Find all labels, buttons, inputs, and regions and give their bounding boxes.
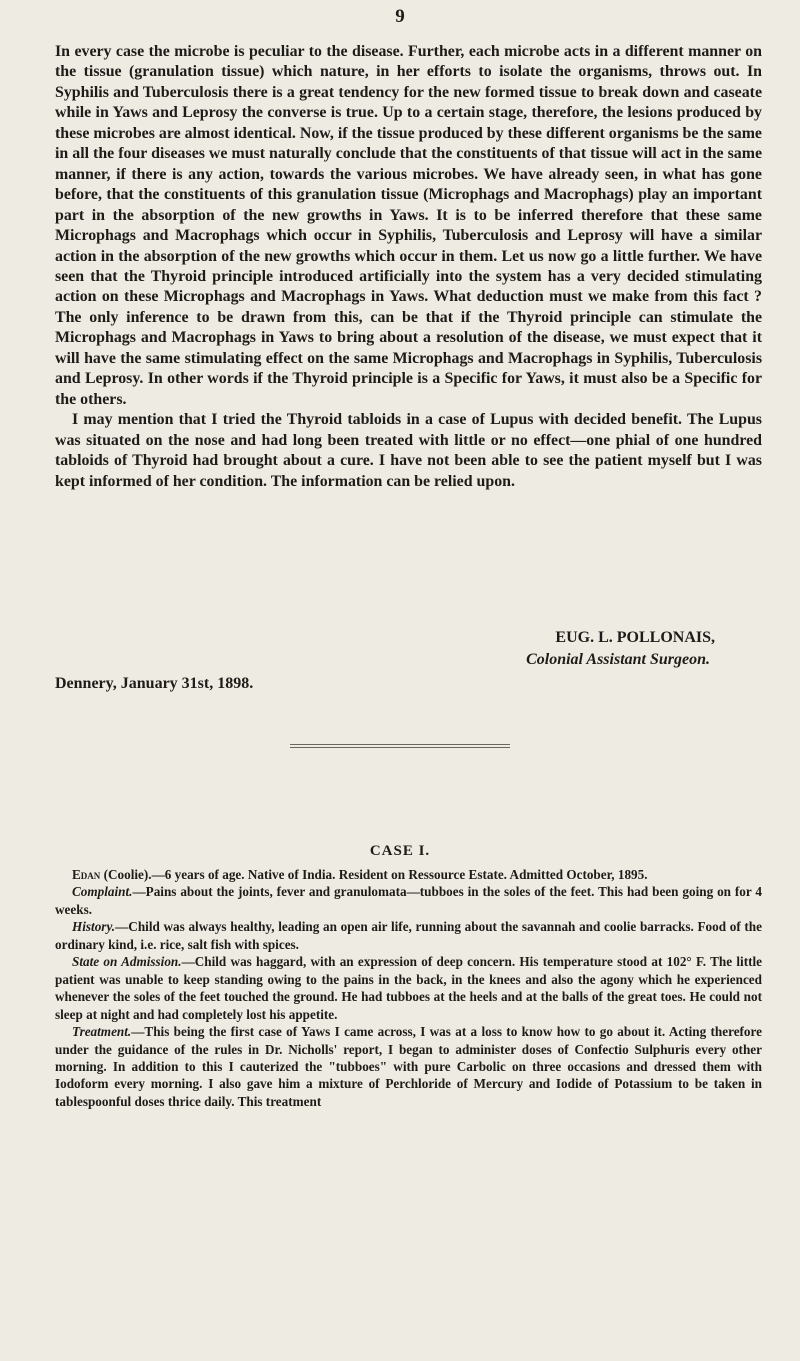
case-intro-text: (Coolie).—6 years of age. Native of India. Resident on Ressource Estate. Admitted October, 1895. xyxy=(100,867,648,882)
section-label: Complaint. xyxy=(72,884,133,900)
section-divider xyxy=(290,744,510,748)
case-heading: CASE I. xyxy=(369,843,431,859)
letter-paragraph-2: I may mention that I tried the Thyroid tabloids in a case of Lupus with decided benefit. The Lupus was situated on the nose and had long been treated with little or no effect—one phial of one hundred tabloids of Thyroid had brought about a cure. I have not been able to see the patient myself but I was kept informed of her condition. The information can be relied upon. xyxy=(55,411,762,490)
case-complaint xyxy=(55,883,762,918)
case-treatment xyxy=(55,1023,762,1110)
author-signature: EUG. L. POLLONAIS, xyxy=(555,629,715,646)
section-label: History. xyxy=(72,919,116,935)
case-report xyxy=(55,866,762,1110)
case-history xyxy=(55,918,762,953)
section-label: Treatment. xyxy=(72,1024,132,1040)
case-intro xyxy=(55,866,762,883)
section-text: —Pains about the joints, fever and granulomata—tubboes in the soles of the feet. This had been going on for 4 weeks. xyxy=(55,884,762,917)
section-label: State on Admission. xyxy=(72,954,182,970)
letter-body xyxy=(55,42,762,492)
case-state-on-admission xyxy=(55,953,762,1023)
section-text: —This being the first case of Yaws I came across, I was at a loss to know how to go about it. Acting therefore under the guidance of the rules in Dr. Nicholls' report, I began to administer doses of Confectio Sulphuris every other morning. In addition to this I cauterized the "tubboes" with pure Carbolic on three occasions and dressed them with Iodoform every morning. I also gave him a mixture of Perchloride of Mercury and Iodide of Potassium to be taken in tablespoonful doses thrice daily. This treatment xyxy=(55,1024,762,1109)
section-text: —Child was always healthy, leading an open air life, running about the savannah and coolie barracks. Food of the ordinary kind, i.e. rice, salt fish with spices. xyxy=(55,919,762,952)
section-text: —Child was haggard, with an expression of deep concern. His temperature stood at 102° F. The little patient was unable to keep standing owing to the pains in the back, in the knees and also the agony which he experienced whenever the soles of the feet touched the ground. He had tubboes at the heels and at the balls of the great toes. He could not sleep at night and had completely lost his appetite. xyxy=(55,954,763,1022)
author-title: Colonial Assistant Surgeon. xyxy=(526,651,710,668)
letter-paragraph-1: In every case the microbe is peculiar to the disease. Further, each microbe acts in a different manner on the tissue (granulation tissue) which nature, in her efforts to isolate the organisms, throws out. In Syphilis and Tuberculosis there is a great tendency for the new formed tissue to break down and caseate while in Yaws and Leprosy the converse is true. Up to a certain stage, therefore, the lesions produced by these microbes are almost identical. Now, if the tissue produced by these different organisms be the same in all the four diseases we must naturally conclude that the constituents of that tissue will act in the same manner, if there is any action, towards the various microbes. We have already seen, in what has gone before, that the constituents of this granulation tissue (Microphags and Macrophags) play an important part in the absorption of the new growths in Yaws. It is to be inferred therefore that these same Microphags and Macrophags which occur in Syphilis, Tuberculosis and Leprosy will have a similar action in the absorption of the new growths which occur in them. Let us now go a little further. We have seen that the Thyroid principle introduced artificially into the system has a very decided stimulating action on these Microphags and Macrophags in Yaws. What deduction must we make from this fact ? The only inference to be drawn from this, can be that if the Thyroid principle can stimulate the Microphags and Macrophags in Yaws to bring about a resolution of the disease, we must expect that it will have the same stimulating effect on the same Microphags and Macrophags in Syphilis, Tuberculosis and Leprosy. In other words if the Thyroid principle is a Specific for Yaws, it must also be a Specific for the others. xyxy=(55,43,762,408)
patient-name: Edan xyxy=(72,867,101,882)
place-date: Dennery, January 31st, 1898. xyxy=(55,675,254,692)
page-number: 9 xyxy=(395,6,405,27)
